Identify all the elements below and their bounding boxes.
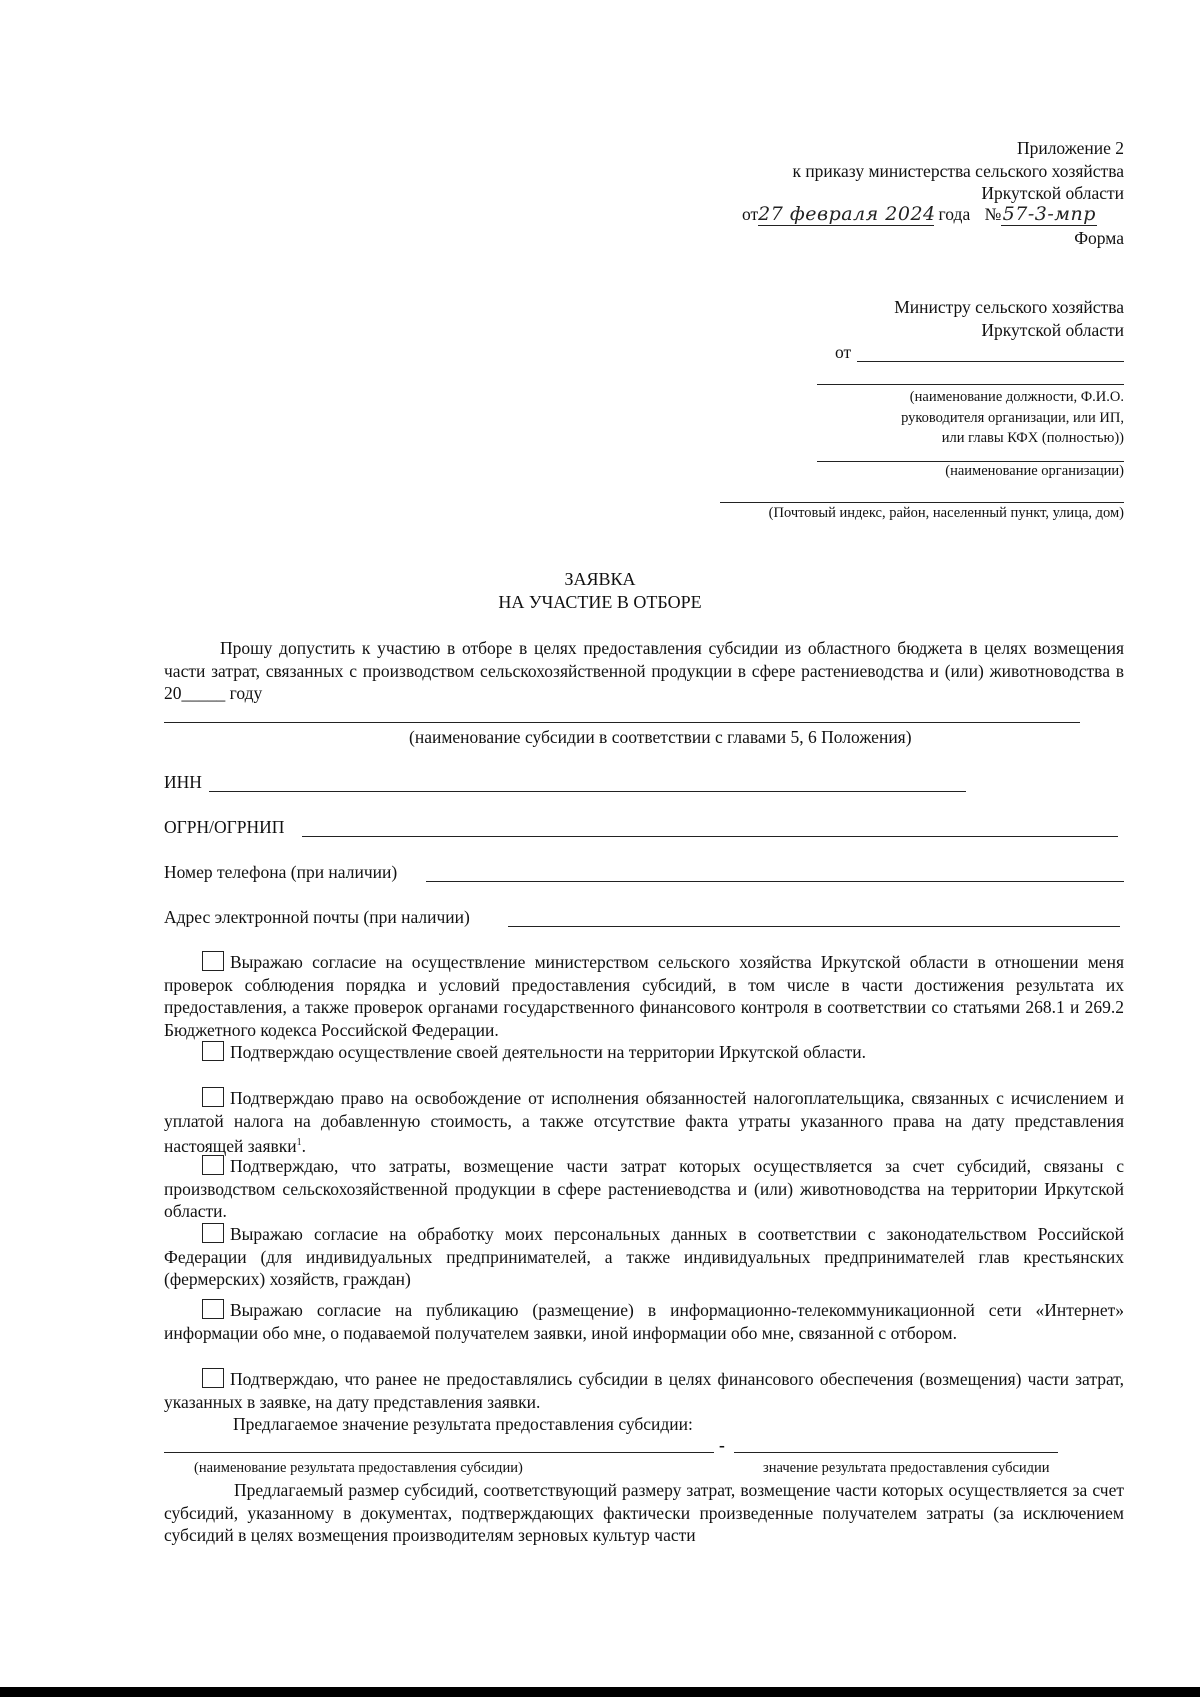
position-caption: (наименование должности, Ф.И.О. руководителя организации, или ИП, или главы КФХ (полностью)) [901, 389, 1124, 446]
result-value-caption: значение результата предоставления субсидии [763, 1460, 1050, 1476]
handwritten-date: 27 февраля 2024 [758, 203, 936, 225]
intro-paragraph: Прошу допустить к участию в отборе в целях предоставления субсидии из областного бюджета в целях возмещения части затрат, связанных с производством сельскохозяйственной продукции в сфере растениеводства и (или) животноводства в 20_____ году [164, 638, 1124, 703]
inn-label: ИНН [164, 772, 202, 792]
document-title: ЗАЯВКА НА УЧАСТИЕ В ОТБОРЕ [498, 569, 702, 612]
email-label: Адрес электронной почты (при наличии) [164, 907, 470, 927]
result-value-line[interactable] [734, 1452, 1058, 1453]
final-paragraph: Предлагаемый размер субсидий, соответствующий размеру затрат, возмещение части которых осуществляется за счет субсидий, указанному в документах, подтверждающих фактически произведенные получателем затраты (за исключением субсидий в целях возмещения производителям зерновых культур части [164, 1480, 1124, 1545]
result-label: Предлагаемое значение результата предоставления субсидии: [233, 1414, 693, 1434]
costs-check-paragraph: Подтверждаю, что затраты, возмещение части затрат которых осуществляется за счет субсидий, связаны с производством сельскохозяйственной продукции в сфере растениеводства и (или) животноводства на территории Иркутской области. [164, 1156, 1124, 1221]
checkbox-vat-exemption[interactable] [202, 1087, 224, 1107]
from-line[interactable] [857, 361, 1124, 362]
subsidy-name-caption: (наименование субсидии в соответствии с главами 5, 6 Положения) [409, 727, 912, 747]
checkbox-costs[interactable] [202, 1155, 224, 1175]
email-input[interactable] [508, 926, 1120, 927]
number-prefix: № [984, 204, 1002, 224]
result-dash: - [719, 1435, 725, 1455]
phone-label: Номер телефона (при наличии) [164, 862, 398, 882]
form-label: Форма [1074, 228, 1124, 248]
organization-caption: (наименование организации) [945, 463, 1124, 479]
phone-input[interactable] [426, 881, 1124, 882]
position-line[interactable] [817, 384, 1124, 385]
address-caption: (Почтовый индекс, район, населенный пункт, улица, дом) [768, 505, 1124, 521]
result-name-caption: (наименование результата предоставления субсидии) [194, 1460, 523, 1476]
checkbox-personal-data[interactable] [202, 1223, 224, 1243]
personal-data-check-paragraph: Выражаю согласие на обработку моих персональных данных в соответствии с законодательством Российской Федерации (для индивидуальных предпринимателей, а также индивидуальных предпринимателей глав крестьянских (фермерских) хозяйств, граждан) [164, 1224, 1124, 1289]
date-prefix: от [742, 204, 759, 224]
subsidy-name-line[interactable] [164, 722, 1080, 723]
organization-line[interactable] [817, 461, 1124, 462]
region-label: Иркутской области [981, 183, 1124, 203]
appendix-label: Приложение 2 [1016, 138, 1124, 158]
ogrn-input[interactable] [302, 836, 1118, 837]
result-name-line[interactable] [164, 1452, 714, 1453]
checkbox-no-prior-subsidy[interactable] [202, 1368, 224, 1388]
territory-check-line: Подтверждаю осуществление своей деятельности на территории Иркутской области. [202, 1041, 1124, 1064]
checkbox-publication[interactable] [202, 1299, 224, 1319]
addressee-line2: Иркутской области [981, 319, 1124, 340]
ogrn-label: ОГРН/ОГРНИП [164, 817, 285, 837]
addressee-block [624, 296, 1124, 341]
year-word: года [938, 204, 971, 224]
publication-check-paragraph: Выражаю согласие на публикацию (размещение) в информационно-телекоммуникационной сети «Интернет» информации обо мне, о подаваемой получателем заявки, иной информации обо мне, связанной с отбором. [164, 1300, 1124, 1343]
checkbox-audit-consent[interactable] [202, 951, 224, 971]
from-label: от [835, 342, 852, 362]
vat-check-paragraph: Подтверждаю право на освобождение от исполнения обязанностей налогоплательщика, связанных с исчислением и уплатой налога на добавленную стоимость, а также отсутствие факта утраты указанного права на дату представления настоящей заявки$^1$. [164, 1088, 1124, 1156]
scan-bottom-edge [0, 1687, 1200, 1697]
consent-checks-paragraph: Выражаю согласие на осуществление министерством сельского хозяйства Иркутской области в отношении меня проверок соблюдения порядка и условий предоставления субсидий, в том числе в части достижения результата их предоставления, а также проверок органами государственного финансового контроля в соответствии со статьями 268.1 и 269.2 Бюджетного кодекса Российской Федерации. [164, 952, 1124, 1040]
order-date-line [742, 203, 1128, 229]
order-reference: к приказу министерства сельского хозяйства [792, 160, 1124, 181]
handwritten-number: 57-3-мпр [1002, 203, 1096, 225]
addressee-line1: Министру сельского хозяйства [894, 297, 1124, 317]
inn-input[interactable] [209, 791, 966, 792]
footnote-marker: 1 [296, 1137, 302, 1148]
no-prior-subsidy-check-paragraph: Подтверждаю, что ранее не предоставлялись субсидии в целях финансового обеспечения (возмещения) части затрат, указанных в заявке, на дату представления заявки. [164, 1369, 1124, 1412]
header-block [564, 137, 1124, 205]
address-line[interactable] [720, 502, 1124, 503]
checkbox-territory[interactable] [202, 1041, 224, 1061]
